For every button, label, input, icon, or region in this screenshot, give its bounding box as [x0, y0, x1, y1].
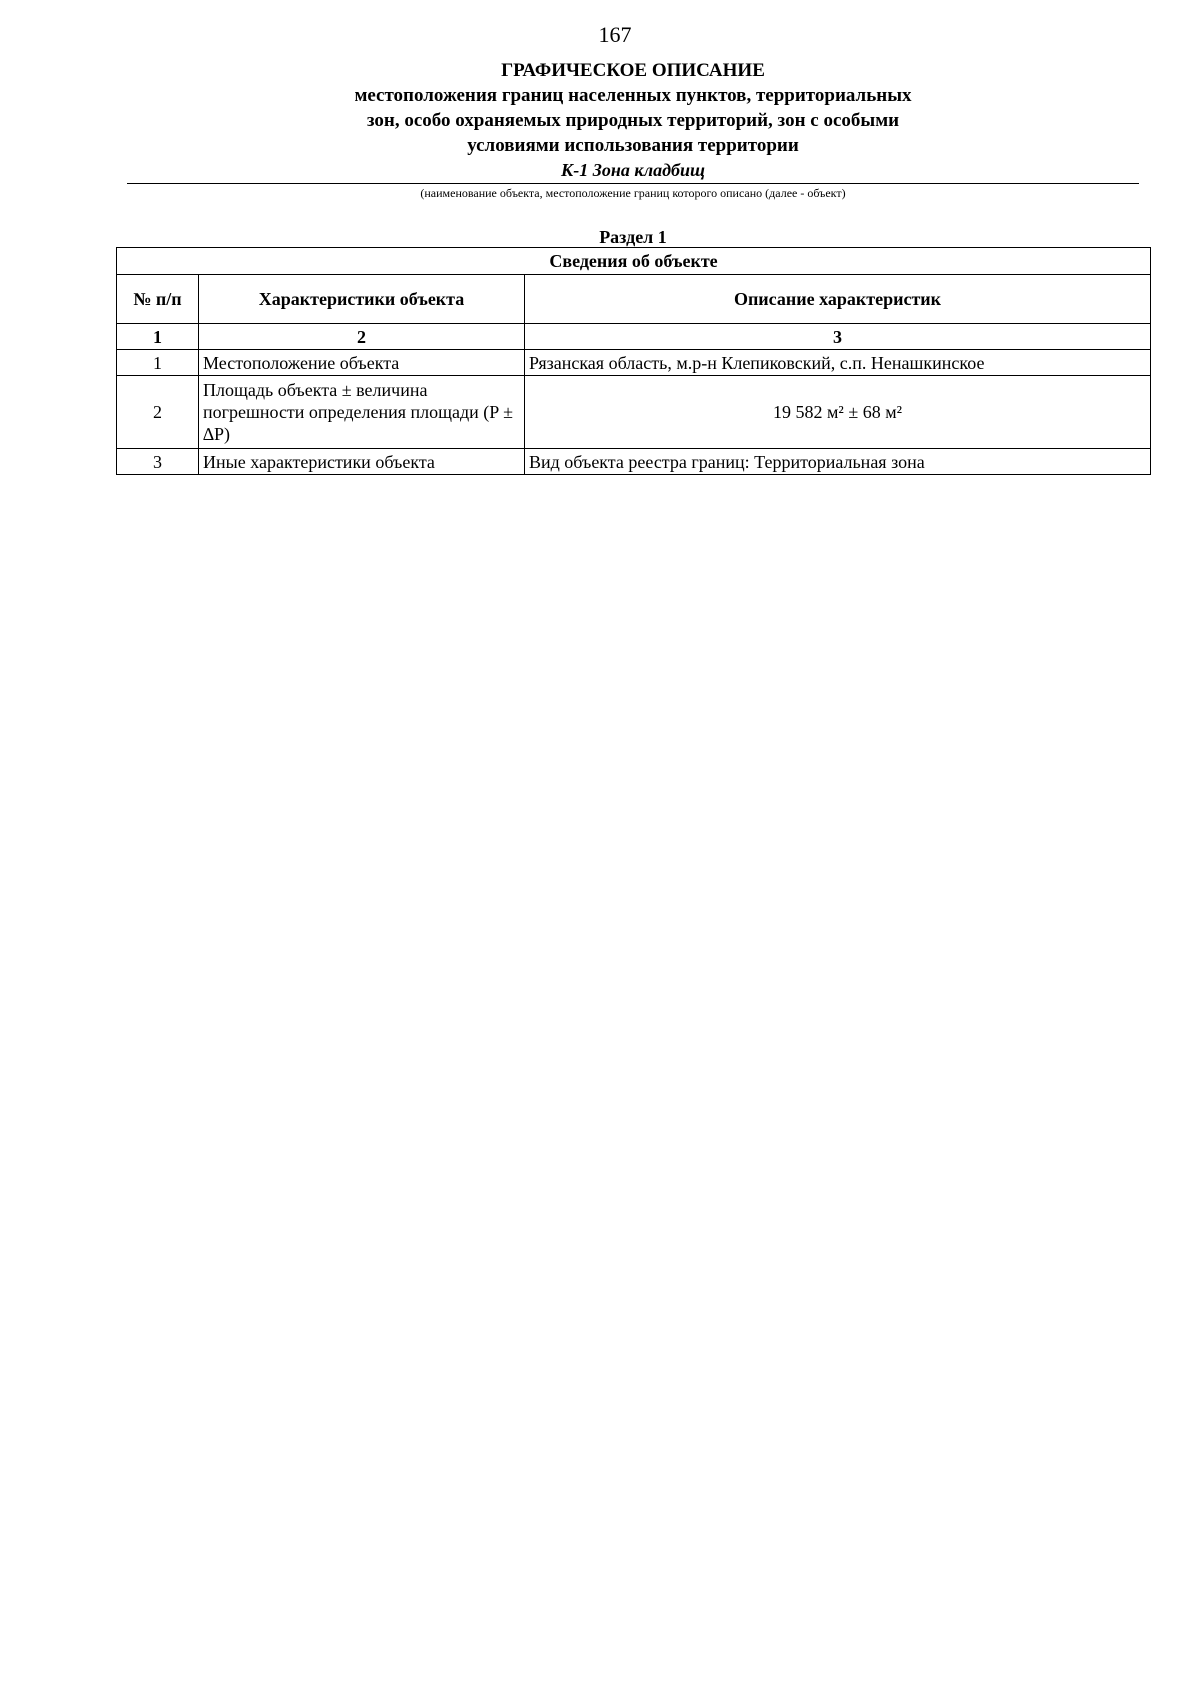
row-description: Рязанская область, м.р-н Клепиковский, с.п. Ненашкинское	[525, 350, 1151, 376]
object-name: К-1 Зона кладбищ	[561, 160, 705, 180]
row-number: 3	[117, 449, 199, 475]
row-characteristic: Иные характеристики объекта	[199, 449, 525, 475]
column-header-description: Описание характеристик	[525, 275, 1151, 324]
column-header-characteristic: Характеристики объекта	[199, 275, 525, 324]
table-heading: Сведения об объекте	[117, 248, 1151, 275]
document-header	[127, 58, 1139, 201]
document-subtitle-line-1: местоположения границ населенных пунктов, территориальных	[354, 85, 912, 106]
column-header-row	[117, 275, 1151, 324]
object-name-underline	[127, 183, 1139, 184]
object-info-table	[116, 247, 1151, 475]
object-caption: (наименование объекта, местоположение границ которого описано (далее - объект)	[420, 186, 846, 200]
column-header-number: № п/п	[117, 275, 199, 324]
column-number: 2	[199, 324, 525, 350]
table-row	[117, 376, 1151, 449]
column-number-row	[117, 324, 1151, 350]
table-row	[117, 449, 1151, 475]
row-description: Вид объекта реестра границ: Территориальная зона	[525, 449, 1151, 475]
section-title: Раздел 1	[599, 227, 667, 247]
row-number: 2	[117, 376, 199, 449]
row-description: 19 582 м² ± 68 м²	[525, 376, 1151, 449]
row-characteristic: Местоположение объекта	[199, 350, 525, 376]
row-number: 1	[117, 350, 199, 376]
table-row	[117, 350, 1151, 376]
column-number: 3	[525, 324, 1151, 350]
row-characteristic: Площадь объекта ± величина погрешности определения площади (P ± ∆P)	[199, 376, 525, 449]
page-number: 167	[598, 22, 632, 47]
column-number: 1	[117, 324, 199, 350]
document-subtitle-line-2: зон, особо охраняемых природных территорий, зон с особыми	[366, 110, 900, 131]
document-subtitle-line-3: условиями использования территории	[467, 135, 799, 156]
table-heading-row	[117, 248, 1151, 275]
document-title: ГРАФИЧЕСКОЕ ОПИСАНИЕ	[501, 60, 765, 81]
